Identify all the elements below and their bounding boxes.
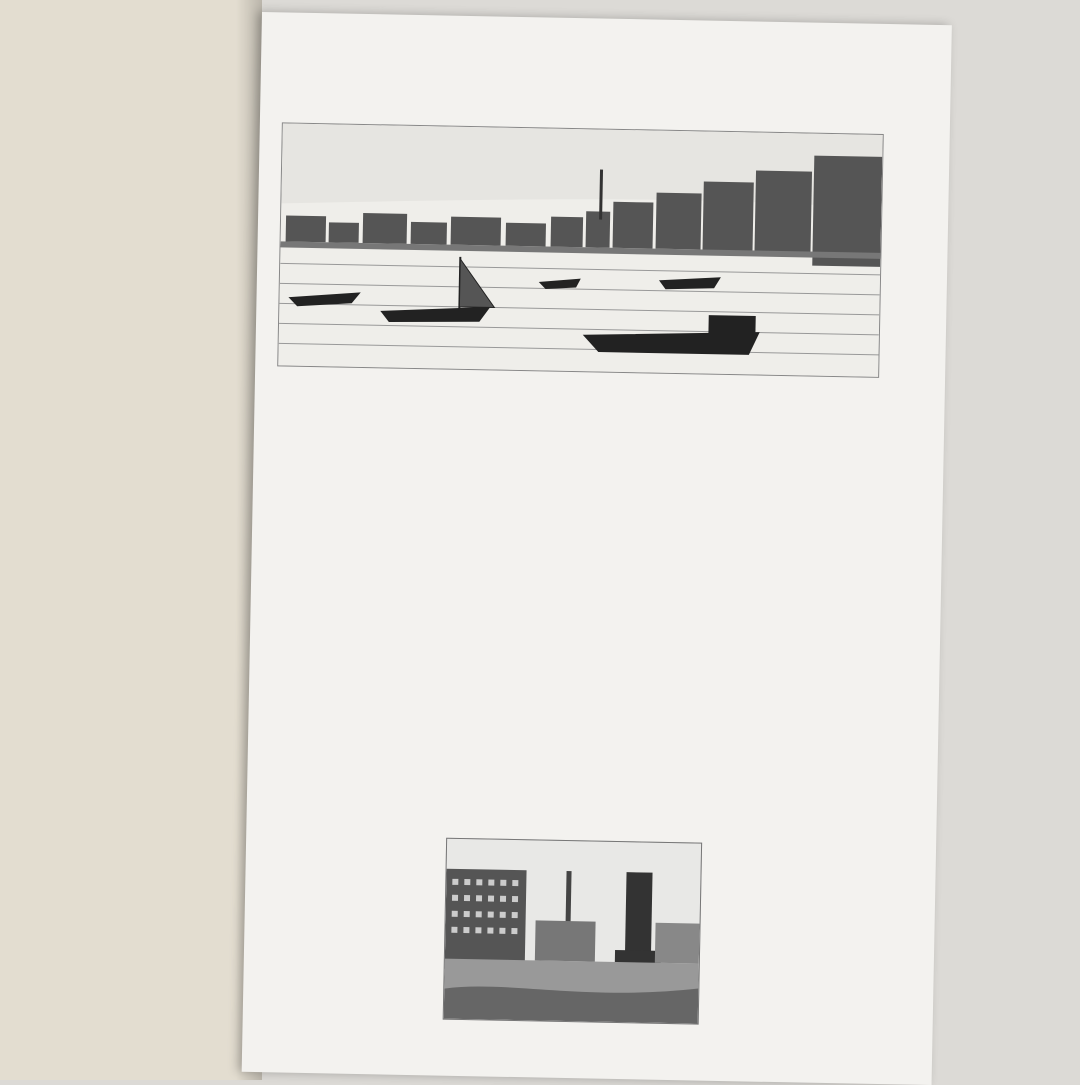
article-body-upper (267, 378, 865, 825)
cover-photo-tahrir-square (443, 838, 702, 1025)
engraving-illustration (277, 122, 884, 378)
article-title-block (723, 831, 836, 1013)
photo-caption (273, 822, 442, 1025)
engraving-art (278, 123, 883, 376)
left-page-index (0, 0, 262, 1080)
right-page-article (242, 12, 952, 1085)
photo-art (444, 839, 701, 1024)
